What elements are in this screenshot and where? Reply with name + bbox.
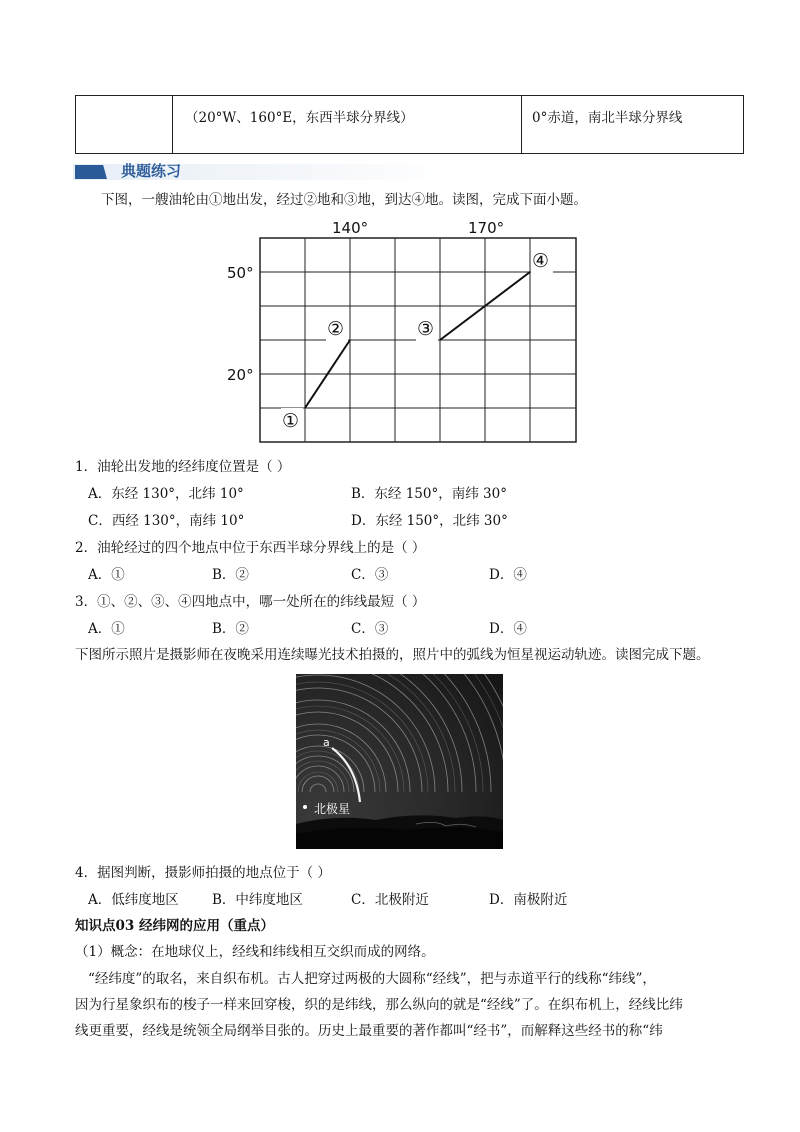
question-1-stem: 1．油轮出发地的经纬度位置是（ ） [75,459,291,475]
knowledge-paragraph: （1）概念：在地球仪上，经线和纬线相互交织而成的网络。 [75,944,435,960]
question-1-option-b[interactable]: B．东经 150°，南纬 30° [351,486,507,502]
question-2-stem: 2．油轮经过的四个地点中位于东西半球分界线上的是（ ） [75,540,426,556]
knowledge-point-title: 知识点03 经纬网的应用（重点） [75,918,274,934]
table-cell-empty [76,96,173,153]
question-intro: 下图所示照片是摄影师在夜晚采用连续曝光技术拍摄的，照片中的弧线为恒星视运动轨迹。读图完成下题。 [75,647,710,663]
section-title: 典题练习 [121,162,182,180]
latitude-label: 20° [227,366,254,384]
point-2-marker: ② [327,318,345,340]
question-1-option-c[interactable]: C．西经 130°，南纬 10° [88,513,245,529]
question-4-option-d[interactable]: D．南极附近 [489,892,568,908]
point-1-marker: ① [282,410,300,432]
table-cell-text: （20°W、160°E，东西半球分界线） [185,110,414,126]
latitude-label: 50° [227,264,254,282]
longitude-label: 170° [468,219,505,237]
polaris-dot [303,805,307,809]
knowledge-paragraph: “经纬度”的取名，来自织布机。古人把穿过两极的大圆称“经线”，把与赤道平行的线称“纬线”， [88,971,656,987]
question-3-option-a[interactable]: A．① [88,621,125,637]
question-4-option-c[interactable]: C．北极附近 [351,892,429,908]
question-2-option-c[interactable]: C．③ [351,567,389,583]
photo-label-a: a [323,736,330,749]
knowledge-paragraph: 因为行星象织布的梭子一样来回穿梭，织的是纬线，那么纵向的就是“经线”了。在织布机上，经线比纬 [75,997,683,1013]
question-4-stem: 4．据图判断，摄影师拍摄的地点位于（ ） [75,865,331,881]
question-intro: 下图，一艘油轮由①地出发，经过②地和③地，到达④地。读图，完成下面小题。 [101,192,587,208]
lat-lon-grid-figure [220,214,590,446]
question-3-option-b[interactable]: B．② [212,621,249,637]
point-3-marker: ③ [417,318,435,340]
question-3-stem: 3．①、②、③、④四地点中，哪一处所在的纬线最短（ ） [75,594,426,610]
summary-table [75,95,744,154]
section-header-marker [75,165,107,179]
point-4-marker: ④ [532,250,550,272]
table-cell-text: 0°赤道，南北半球分界线 [532,110,683,126]
table-cell-equator [522,96,742,153]
question-3-option-d[interactable]: D．④ [489,621,527,637]
photo-label-polaris: 北极星 [314,802,351,816]
question-3-option-c[interactable]: C．③ [351,621,389,637]
longitude-label: 140° [332,219,369,237]
table-cell-prime-meridian [173,96,522,153]
question-4-option-a[interactable]: A．低纬度地区 [88,892,179,908]
question-4-option-b[interactable]: B．中纬度地区 [212,892,303,908]
star-trail-photo [296,674,503,849]
question-1-option-a[interactable]: A．东经 130°，北纬 10° [88,486,244,502]
question-2-option-d[interactable]: D．④ [489,567,527,583]
question-1-option-d[interactable]: D．东经 150°，北纬 30° [351,513,508,529]
knowledge-paragraph: 线更重要，经线是统领全局纲举目张的。历史上最重要的著作都叫“经书”，而解释这些经书的称“纬 [75,1023,663,1039]
question-2-option-b[interactable]: B．② [212,567,249,583]
question-2-option-a[interactable]: A．① [88,567,125,583]
